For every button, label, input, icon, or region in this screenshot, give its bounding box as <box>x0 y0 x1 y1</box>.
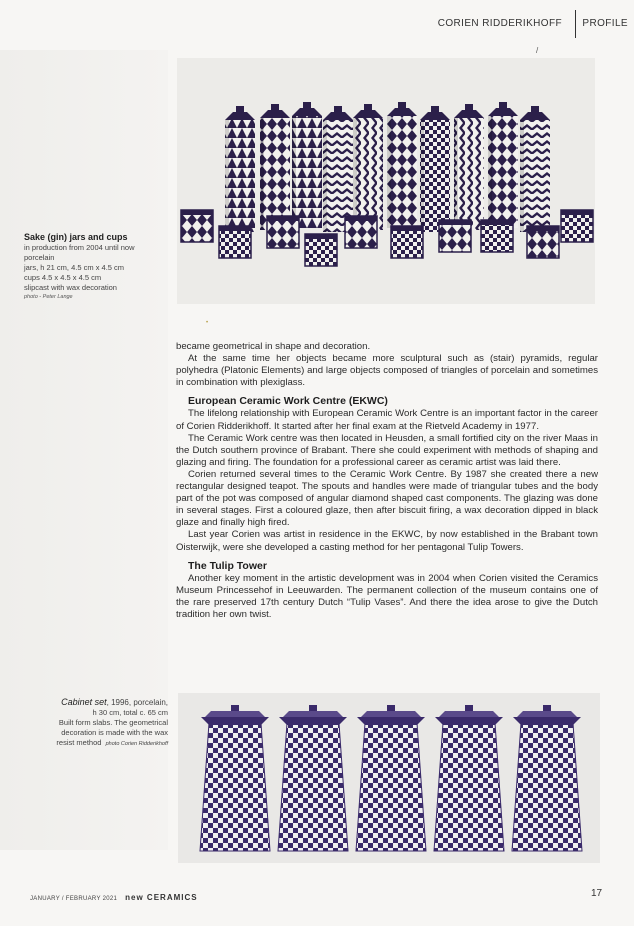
sake-cup <box>527 226 559 258</box>
sake-jar <box>323 106 353 232</box>
cabinet-vase <box>434 705 504 851</box>
header-author: CORIEN RIDDERIKHOFF <box>437 18 562 29</box>
sake-cup <box>305 234 337 266</box>
sake-cup <box>561 210 593 242</box>
sake-jar <box>292 102 322 228</box>
sake-cup <box>391 226 423 258</box>
cabinet-caption-line: decoration is made with the wax <box>61 728 168 737</box>
sake-jar <box>353 104 383 230</box>
sake-jars-illustration <box>177 58 595 304</box>
article-body <box>176 341 598 621</box>
cabinet-caption-title: Cabinet set <box>61 697 107 707</box>
cabinet-set-photo <box>178 693 600 863</box>
sake-cup <box>345 216 377 248</box>
paragraph: Last year Corien was artist in residence in the EKWC, by now established in the Brabant town Oisterwijk, were she developed a casting method for her pentagonal Tulip Towers. <box>176 529 598 553</box>
sake-caption-title: Sake (gin) jars and cups <box>24 232 128 242</box>
sake-caption-line: in production from 2004 until now <box>24 243 135 252</box>
sake-jar <box>488 102 518 228</box>
sake-cup <box>181 210 213 242</box>
sake-jar <box>420 106 450 232</box>
sake-cup <box>439 220 471 252</box>
paragraph: At the same time her objects became more sculptural such as (stair) pyramids, regular polyhedra (Platonic Elements) and large objects composed of triangles of porcelain and sometimes in combination with plexiglass. <box>176 353 598 389</box>
print-dot: • <box>206 320 209 326</box>
cabinet-vase <box>200 705 270 851</box>
page-header <box>0 10 634 40</box>
sake-jar <box>454 104 484 230</box>
sake-jars-photo <box>177 58 595 304</box>
section-heading-tulip-tower: The Tulip Tower <box>188 559 267 572</box>
cabinet-vase <box>278 705 348 851</box>
sake-caption-line: slipcast with wax decoration <box>24 283 117 292</box>
cabinet-caption-line: Built form slabs. The geometrical <box>58 718 168 727</box>
sake-cup <box>481 220 513 252</box>
paragraph: Another key moment in the artistic development was in 2004 when Corien visited the Ceramics Museum Princessehof in Leeuwarden. The permanent collection of the museum contains one of the rare preserved 17th century Dutch “Tulip Vases”. And there the idea arose to give the Dutch tradition her own twist. <box>176 572 598 620</box>
header-section: PROFILE <box>582 18 628 29</box>
footer <box>30 893 198 902</box>
cabinet-caption-line: resist method <box>56 738 102 747</box>
paragraph: became geometrical in shape and decoration. <box>176 341 371 352</box>
sake-caption-line: porcelain <box>24 253 55 262</box>
cabinet-caption-title-rest: , 1996, porcelain, <box>106 698 168 707</box>
cabinet-caption-credit: photo Corien Ridderikhoff <box>105 741 168 747</box>
paragraph: Corien returned several times to the Ceramic Work Centre. By 1987 she created there a new rectangular designed teapot. The spouts and handles were made of triangular tubes and the body part of the pot was composed of angular diamond shaped cast components. The glazing was done in several stages. First a coloured glaze, then after biscuit firing, a wax decoration dipped in black glaze and finally high fired. <box>176 468 598 529</box>
page-number: 17 <box>591 888 603 899</box>
sake-caption-line: cups 4.5 x 4.5 x 4.5 cm <box>24 273 102 282</box>
sake-caption <box>24 232 174 301</box>
footer-date: JANUARY / FEBRUARY 2021 <box>30 896 118 902</box>
sake-jar <box>387 102 417 228</box>
header-divider <box>575 10 576 38</box>
sake-caption-line: jars, h 21 cm, 4.5 cm x 4.5 cm <box>24 263 125 272</box>
paragraph: The Ceramic Work centre was then located in Heusden, a small fortified city on the river Maas in the Dutch southern province of Brabant. There she could experiment with methods of shaping and glazing and firing. The foundation for a professional career as ceramic artist was laid there. <box>176 432 598 468</box>
sake-caption-credit: photo - Peter Lange <box>24 294 73 300</box>
cabinet-vase <box>512 705 582 851</box>
sake-jar <box>225 106 255 232</box>
sake-cup <box>219 226 251 258</box>
cabinet-caption <box>28 697 168 749</box>
cabinet-caption-line: h 30 cm, total c. 65 cm <box>92 708 168 717</box>
sake-cup <box>267 216 299 248</box>
sake-jar <box>260 104 290 230</box>
paragraph: The lifelong relationship with European Ceramic Work Centre is an important factor in the career of Corien Ridderikhoff. It started after her final exam at the Rietveld Academy in 1977. <box>176 408 598 432</box>
section-heading-ekwc: European Ceramic Work Centre (EKWC) <box>188 395 388 408</box>
print-mark: / <box>536 46 539 55</box>
footer-brand: new CERAMICS <box>125 893 198 902</box>
cabinet-set-illustration <box>178 693 600 863</box>
sake-jar <box>520 106 550 232</box>
cabinet-vase <box>356 705 426 851</box>
